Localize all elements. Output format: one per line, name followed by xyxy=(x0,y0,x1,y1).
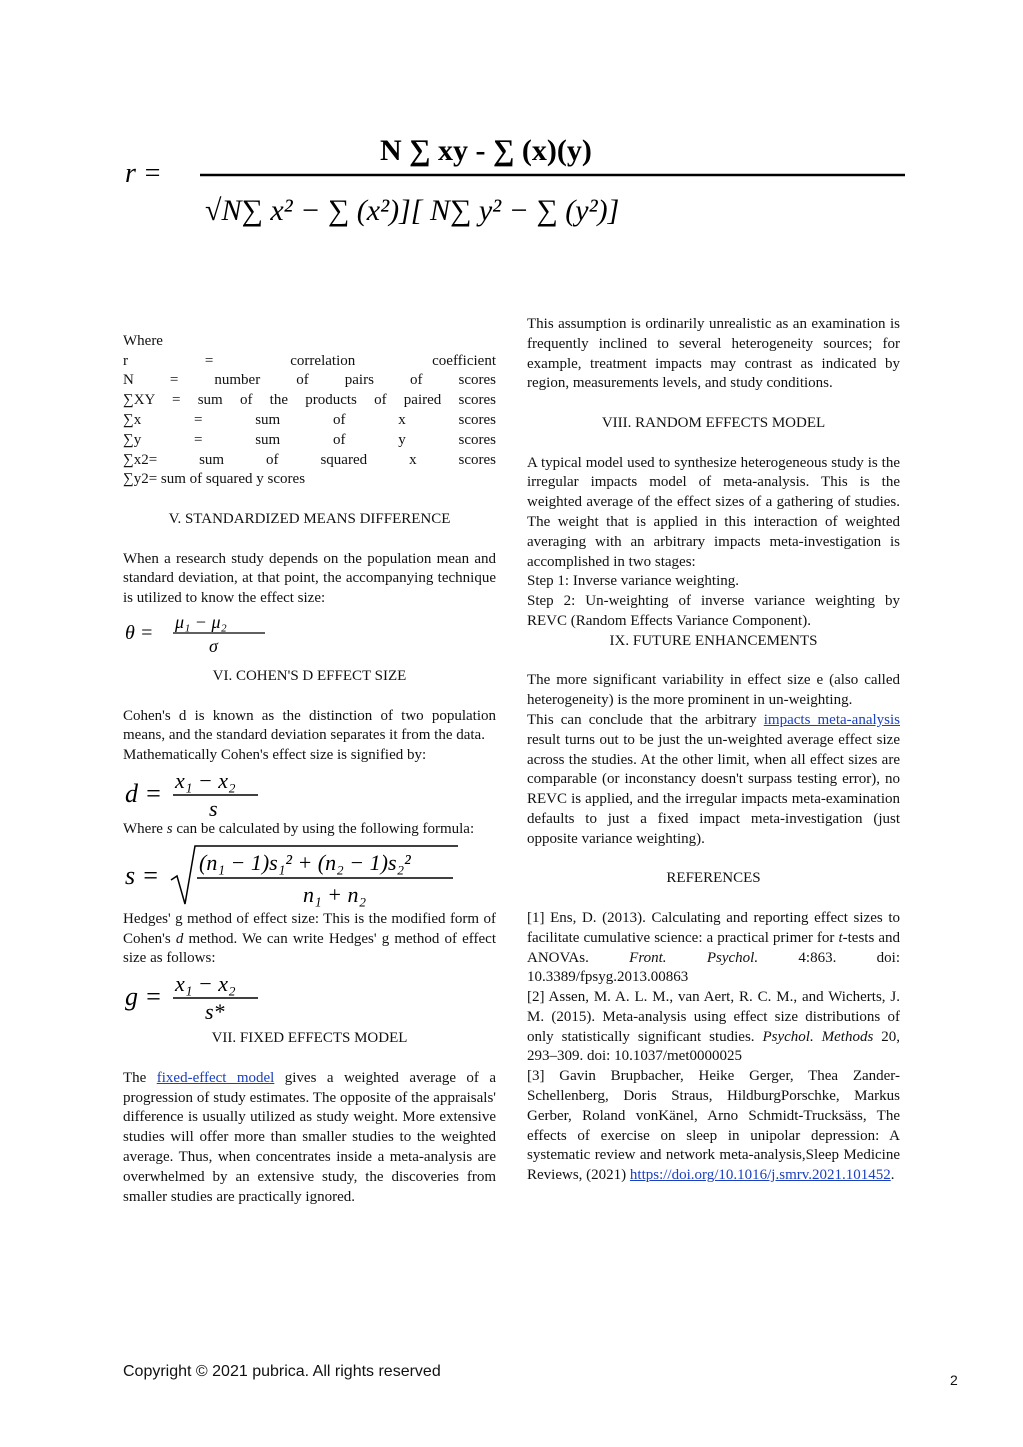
heading-references: REFERENCES xyxy=(666,870,761,887)
left-column xyxy=(123,312,496,1207)
para-assumption: This assumption is ordinarily unrealistic as an examination is frequently inclined to several heterogeneity sources; for example, treatment impacts may contrast as indicated by region, measurements levels, and study conditions. xyxy=(527,316,900,392)
svg-text:s: s xyxy=(209,795,218,818)
svg-text:(n₁ − 1)s₁² + (n₂ − 1)s₂²: (n₁ − 1)s₁² + (n₂ − 1)s₂² xyxy=(199,849,411,875)
copyright-footer: Copyright © 2021 pubrica. All rights reserved xyxy=(123,1363,441,1380)
doi-link[interactable]: https://doi.org/10.1016/j.smrv.2021.101452 xyxy=(629,1167,891,1184)
svg-text:s =: s = xyxy=(125,860,160,890)
svg-text:g =: g = xyxy=(125,982,163,1012)
step-2: Step 2: Un-weighting of inverse variance weighting by REVC (Random Effects Variance Component). xyxy=(527,593,900,629)
reference-1: [1] Ens, D. (2013). Calculating and reporting effect sizes to facilitate cumulative science: a practical primer for t-tests and ANOVAs. Front. Psychol. 4:863. doi: 10.3389/fpsyg.2013.00863 xyxy=(527,909,901,986)
svg-text:μ₁ − μ₂: μ₁ − μ₂ xyxy=(175,611,227,632)
reference-3: [3] Gavin Brupbacher, Heike Gerger, Thea Zander-Schellenberg, Doris Straus, HildburgPorschke, Markus Gerber, Roland vonKänel, Arno Schmidt-Trucksäss, The effects of exercise on sleep in unipolar depression: A systematic review and network meta-analysis,Sleep Medicine Reviews, (2021) https://doi.org/10.1016/j.smrv.2021.101452. xyxy=(527,1068,900,1184)
def-y: ∑y = sum of y scores xyxy=(123,431,496,448)
hedges-g-formula xyxy=(123,971,273,1021)
svg-text:n₁ + n₂: n₁ + n₂ xyxy=(303,881,367,907)
s-formula xyxy=(123,842,463,908)
svg-text:σ: σ xyxy=(209,635,218,655)
cohens-d-formula xyxy=(123,768,273,818)
heading-fixed-effects: VII. FIXED EFFECTS MODEL xyxy=(211,1030,408,1047)
para-where-s: Where s can be calculated by using the following formula: xyxy=(123,820,475,837)
correlation-formula xyxy=(120,120,910,240)
para-conclude: This can conclude that the arbitrary impacts meta-analysis result turns out to be just the un-weighted average effect size across the studies. At the other limit, when all effect sizes are comparable (or inconstancy doesn't surpass testing error), no REVC is applied, and the irregular impacts meta-examination defaults to just a fixed impact meta-investigation (just opposite variance weighting). xyxy=(527,711,900,847)
svg-text:s*: s* xyxy=(205,999,225,1022)
page-number: 2 xyxy=(950,1372,958,1388)
right-column xyxy=(527,315,900,1186)
para-variability: The more significant variability in effect size e (also called heterogeneity) is the more prominent in un-weighting. xyxy=(527,672,900,709)
heading-random-effects: VIII. RANDOM EFFECTS MODEL xyxy=(601,414,826,431)
def-n: N = number of pairs of scores xyxy=(123,372,496,389)
svg-text:x₁ − x₂: x₁ − x₂ xyxy=(175,767,236,793)
para-standardized-means: When a research study depends on the population mean and standard deviation, at that point, the accompanying technique is utilized to know the effect size: xyxy=(123,550,496,607)
para-random-effects: A typical model used to synthesize heterogeneous study is the irregular impacts model of meta-analysis. This is the weighted average of the effect sizes of a gathering of studies. The weight that is applied in this interaction of weighted averaging with an arbitrary impacts meta-investigation is accomplished in two stages: xyxy=(527,454,900,570)
step-1: Step 1: Inverse variance weighting. xyxy=(527,573,740,590)
heading-cohens-d: VI. COHEN'S D EFFECT SIZE xyxy=(212,667,407,684)
where-label: Where xyxy=(123,332,163,349)
heading-standardized-means: V. STANDARDIZED MEANS DIFFERENCE xyxy=(168,510,451,527)
def-y2: ∑y2= sum of squared y scores xyxy=(123,471,306,488)
reference-2: [2] Assen, M. A. L. M., van Aert, R. C. M., and Wicherts, J. M. (2015). Meta-analysis using effect size distributions of only statistically significant studies. Psychol. Methods 20, 293–309. doi: 10.1037/met0000025 xyxy=(527,989,900,1065)
def-r: r = correlation coefficient xyxy=(123,352,496,369)
para-cohens-signified: Mathematically Cohen's effect size is signified by: xyxy=(123,747,427,764)
para-cohens-d: Cohen's d is known as the distinction of two population means, and the standard deviation separates it from the data. xyxy=(123,707,496,744)
impacts-meta-analysis-link[interactable]: impacts meta-analysis xyxy=(763,711,900,728)
para-fixed-effects: The fixed-effect model gives a weighted average of a progression of study estimates. The opposite of the appraisals' difference is usually utilized as study weight. More extensive studies will offer more than smaller studies to the weighted average. Thus, when concentrates inside a meta-analysis are overwhelmed by an extensive study, the discoveries from smaller studies are practically ignored. xyxy=(123,1069,496,1205)
svg-text:θ =: θ = xyxy=(125,621,154,644)
para-hedges-g: Hedges' g method of effect size: This is the modified form of Cohen's d method. We can write Hedges' g method of effect size as follows: xyxy=(123,910,496,967)
def-x2: ∑x2= sum of squared x scores xyxy=(123,451,496,468)
formula-numerator: N ∑ xy - ∑ (x)(y) xyxy=(380,134,592,167)
heading-future-enhancements: IX. FUTURE ENHANCEMENTS xyxy=(609,632,818,649)
theta-formula xyxy=(123,611,273,655)
svg-text:x₁ − x₂: x₁ − x₂ xyxy=(175,971,236,997)
formula-denominator: √N∑ x² − ∑ (x²)][ N∑ y² − ∑ (y²)] xyxy=(205,194,620,227)
fixed-effect-model-link[interactable]: fixed-effect model xyxy=(156,1069,275,1086)
formula-lhs: r = xyxy=(125,158,162,189)
svg-text:d =: d = xyxy=(125,778,163,808)
def-xy: ∑XY = sum of the products of paired scores xyxy=(123,392,496,409)
def-x: ∑x = sum of x scores xyxy=(123,411,496,428)
